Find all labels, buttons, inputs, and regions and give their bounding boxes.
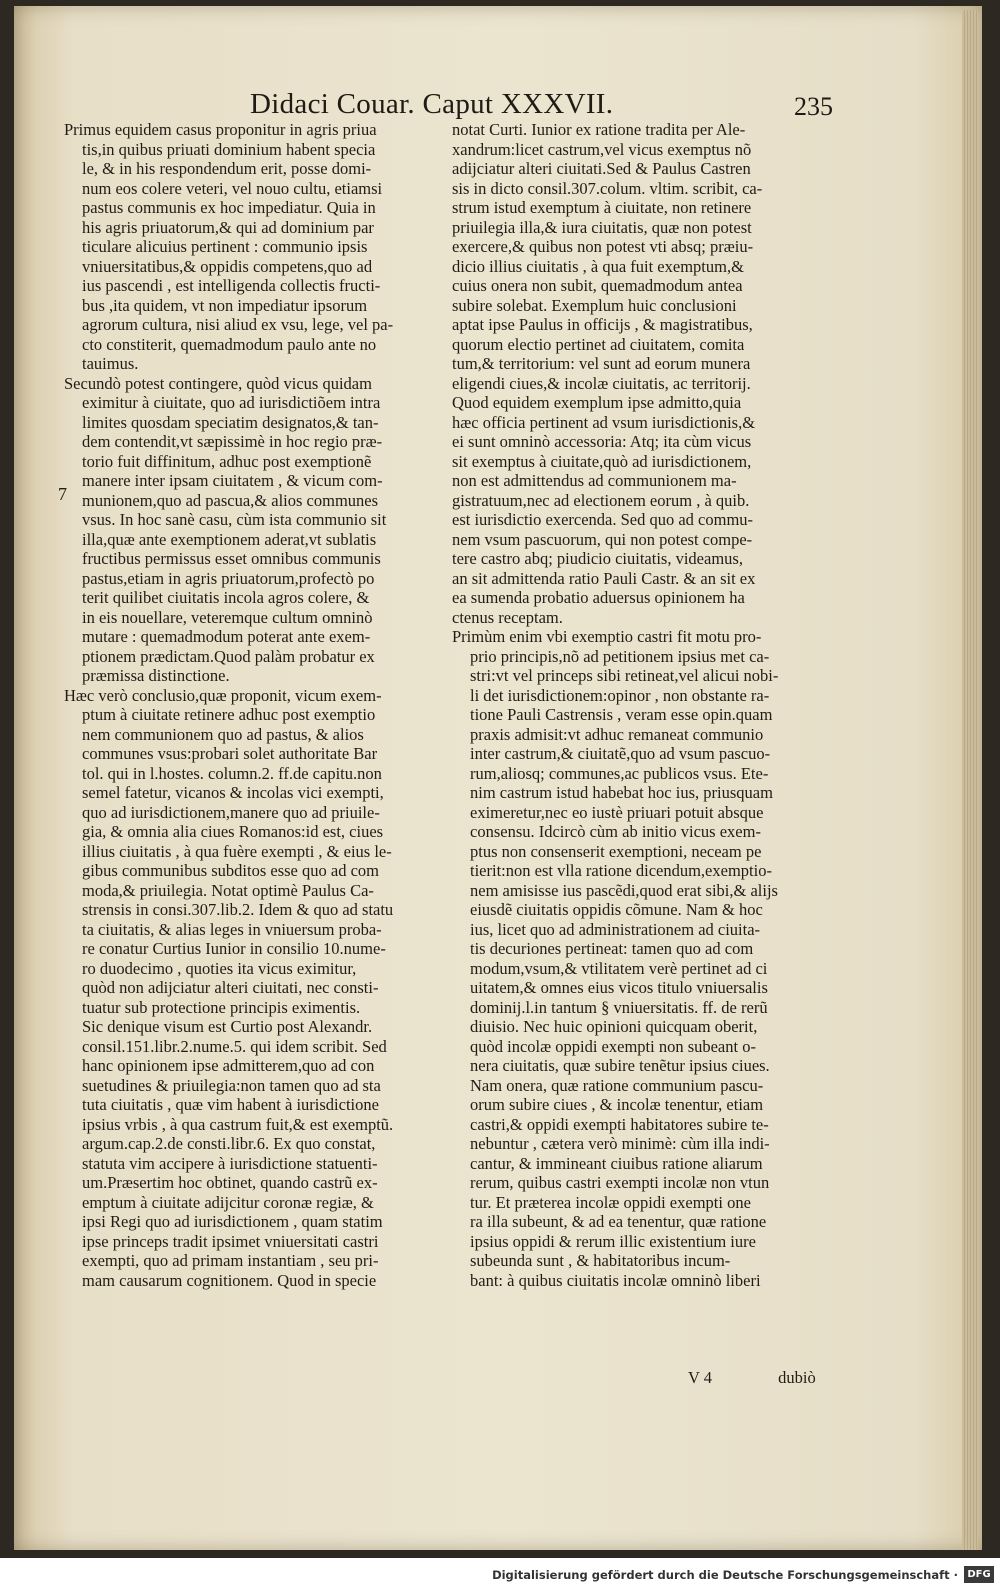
text-line: tuta ciuitatis , quæ vim habent à iurisdictione bbox=[82, 1095, 379, 1114]
text-line: pastus communis ex hoc impediatur. Quia in bbox=[82, 198, 376, 217]
text-line: adijciatur alteri ciuitati.Sed & Paulus Castren bbox=[452, 159, 751, 178]
text-line: dominij.l.in tantum § vniuersitatis. ff. de rerũ bbox=[470, 997, 768, 1017]
text-line: uitatem,& omnes eius vicos titulo vniuersalis bbox=[470, 978, 768, 997]
text-line: priuilegia illa,& iura ciuitatis, quæ non potest bbox=[452, 217, 752, 237]
text-line: ius pascendi , est intelligenda collectis fructi- bbox=[82, 276, 381, 295]
text-line: bus ,ita quidem, vt non impediatur ipsorum bbox=[82, 295, 368, 315]
text-line: li det iurisdictionem:opinor , non obstante ra- bbox=[470, 685, 770, 705]
text-line: Quod equidem exemplum ipse admitto,quia bbox=[452, 393, 742, 412]
text-line: re conatur Curtius Iunior in consilio 10.nume- bbox=[82, 939, 386, 958]
text-line: tere castro abq; piudicio ciuitatis, videamus, bbox=[452, 549, 743, 568]
text-line: tol. qui in l.hostes. column.2. ff.de capitu.non bbox=[82, 763, 382, 783]
text-line: ptus non consenserit exemptioni, neceam pe bbox=[470, 841, 762, 861]
text-line: Secundò potest contingere, quòd vicus quidam bbox=[64, 373, 372, 393]
text-line: ea sumenda probatio aduersus opinionem ha bbox=[452, 588, 745, 607]
text-line: in eis nouellare, veteremque cultum omninò bbox=[82, 607, 373, 627]
text-line: Sic denique visum est Curtio post Alexandr. bbox=[82, 1017, 373, 1036]
text-line: Primus equidem casus proponitur in agris priua bbox=[64, 120, 377, 139]
text-line: aptat ipse Paulus in officijs , & magistratibus, bbox=[452, 315, 753, 334]
text-line: his agris priuatorum,& qui ad dominium par bbox=[82, 217, 374, 237]
text-line: Nam onera, quæ ratione communium pascu- bbox=[470, 1075, 764, 1095]
text-line: quorum electio pertinet ad ciuitatem, comita bbox=[452, 334, 745, 354]
text-line: nim castrum istud habebat hoc ius, priusquam bbox=[470, 783, 773, 802]
text-line: ipsius vrbis , à qua castrum fuit,& est exemptũ. bbox=[82, 1114, 394, 1134]
text-line: terit quilibet ciuitatis incola agros colere, & bbox=[82, 588, 370, 607]
page-number: 235 bbox=[794, 92, 833, 121]
text-line: illius ciuitatis , à qua fuère exempti , & eius le- bbox=[82, 841, 392, 861]
text-line: castri,& oppidi exempti habitatores subire te- bbox=[470, 1114, 769, 1134]
text-line: quòd incolæ oppidi exempti non subeant o- bbox=[470, 1036, 756, 1056]
right-column bbox=[452, 120, 828, 1290]
text-line: emptum à ciuitate adijcitur coronæ regiæ, & bbox=[82, 1192, 374, 1212]
text-line: mutare : quemadmodum poterat ante exem- bbox=[82, 627, 371, 646]
text-line: tur. Et præterea incolæ oppidi exempti one bbox=[470, 1192, 751, 1212]
text-line: strensis in consi.307.lib.2. Idem & quo ad statu bbox=[82, 900, 394, 919]
text-line: sit exemptus à ciuitate,quò ad iurisdictionem, bbox=[452, 451, 752, 471]
page-edge bbox=[962, 10, 978, 1550]
text-line: gibus communibus subditos esse quo ad com bbox=[82, 861, 379, 880]
text-line: subire solebat. Exemplum huic conclusioni bbox=[452, 295, 737, 315]
text-line: cto constiterit, quemadmodum paulo ante no bbox=[82, 334, 377, 354]
text-line: exercere,& quibus non potest vti absq; præiu- bbox=[452, 237, 754, 256]
text-line: vniuersitatibus,& oppidis competens,quo ad bbox=[82, 256, 373, 276]
text-line: ptionem prædictam.Quod palàm probatur ex bbox=[82, 646, 375, 666]
text-line: ro duodecimo , quoties ita vicus eximitur, bbox=[82, 958, 357, 978]
text-line: tuatur sub protectione principis eximentis. bbox=[82, 997, 361, 1017]
text-line: praxis admisit:vt adhuc remaneat communio bbox=[470, 724, 764, 744]
text-line: moda,& priuilegia. Notat optimè Paulus Ca- bbox=[82, 880, 374, 900]
text-line: le, & in his respondendum erit, posse domi- bbox=[82, 159, 372, 178]
text-line: ptum à ciuitate retinere adhuc post exemptio bbox=[82, 705, 376, 724]
text-line: ctenus receptam. bbox=[452, 607, 563, 627]
text-line: ipsi Regi quo ad iurisdictionem , quam statim bbox=[82, 1212, 383, 1231]
text-line: strum istud exemptum à ciuitate, non retinere bbox=[452, 198, 752, 217]
text-line: quo ad iurisdictionem,manere quo ad priuile- bbox=[82, 802, 380, 822]
text-line: dicio illius ciuitatis , à qua fuit exemptum,& bbox=[452, 256, 744, 276]
text-line: diuisio. Nec huic opinioni quicquam oberit, bbox=[470, 1017, 758, 1036]
text-line: hæc officia pertinent ad vsum iurisdictionis,& bbox=[452, 412, 756, 432]
text-line: suetudines & priuilegia:non tamen quo ad sta bbox=[82, 1075, 381, 1095]
text-line: non est admittendus ad communionem ma- bbox=[452, 471, 737, 490]
text-line: illa,quæ ante exemptionem aderat,vt sublatis bbox=[82, 529, 377, 549]
text-line: nera ciuitatis, quæ subire tenẽtur ipsius ciues. bbox=[470, 1056, 770, 1075]
text-line: Primùm enim vbi exemptio castri fit motu pro- bbox=[452, 627, 762, 646]
text-line: hanc opinionem ipse admitterem,quo ad con bbox=[82, 1056, 375, 1075]
text-line: vsus. In hoc sanè casu, cùm ista communio sit bbox=[82, 510, 387, 529]
text-line: xandrum:licet castrum,vel vicus exemptus nõ bbox=[452, 139, 752, 159]
text-line: argum.cap.2.de consti.libr.6. Ex quo constat, bbox=[82, 1134, 376, 1153]
text-line: ticulare alicuius pertinent : communio ipsis bbox=[82, 237, 368, 256]
text-line: torio fuit diffinitum, adhuc post exemptionẽ bbox=[82, 451, 372, 471]
text-line: eiusdẽ ciuitatis oppidis cõmune. Nam & hoc bbox=[470, 900, 763, 919]
text-line: bant: à quibus ciuitatis incolæ omninò liberi bbox=[470, 1270, 761, 1290]
text-line: eximitur à ciuitate, quo ad iurisdictiõem intra bbox=[82, 393, 381, 412]
text-line: nem communionem quo ad pastus, & alios bbox=[82, 724, 364, 744]
text-line: munionem,quo ad pascua,& alios communes bbox=[82, 490, 379, 510]
footer-bar bbox=[0, 1558, 1000, 1592]
text-line: consensu. Idcircò cùm ab initio vicus exem- bbox=[470, 822, 761, 841]
text-line: quòd non adijciatur alteri ciuitati, nec consti- bbox=[82, 978, 379, 997]
text-line: nem amisisse ius pascẽdi,quod erat sibi,& alijs bbox=[470, 880, 778, 900]
text-line: modum,vsum,& vtilitatem verè pertinet ad ci bbox=[470, 958, 768, 978]
text-line: inter castrum,& ciuitatẽ,quo ad vsum pascuo- bbox=[470, 744, 771, 763]
text-line: notat Curti. Iunior ex ratione tradita per Ale- bbox=[452, 120, 746, 139]
dfg-logo: DFG bbox=[964, 1566, 994, 1583]
text-line: manere inter ipsam ciuitatem , & vicum com- bbox=[82, 471, 383, 490]
text-line: stri:vt vel princeps sibi retineat,vel alicui nobi- bbox=[470, 666, 779, 685]
text-line: communes vsus:probari solet authoritate Bar bbox=[82, 744, 378, 763]
text-line: gia, & omnia alia ciues Romanos:id est, ciues bbox=[82, 822, 384, 841]
text-line: sis in dicto consil.307.colum. vltim. scribit, ca- bbox=[452, 178, 763, 198]
text-line: ipsius oppidi & rerum illic existentium iure bbox=[470, 1231, 756, 1251]
catchword: dubiò bbox=[778, 1368, 816, 1387]
text-line: statuta vim accipere à iurisdictione statuenti- bbox=[82, 1153, 378, 1173]
text-line: orum subire ciues , & incolæ tenentur, etiam bbox=[470, 1095, 764, 1114]
text-line: cantur, & immineant ciuibus ratione aliarum bbox=[470, 1153, 763, 1173]
text-line: tione Pauli Castrensis , veram esse opin.quam bbox=[470, 705, 773, 724]
text-line: pastus,etiam in agris priuatorum,profectò po bbox=[82, 568, 375, 588]
text-line: ra illa subeunt, & ad ea tenentur, quæ ratione bbox=[470, 1212, 767, 1231]
text-line: tauimus. bbox=[82, 354, 139, 373]
text-line: dem contendit,vt sæpissimè in hoc regio præ- bbox=[82, 432, 383, 451]
signature-mark: V 4 bbox=[688, 1368, 712, 1387]
text-line: tis decuriones pertineat: tamen quo ad com bbox=[470, 939, 754, 958]
left-column bbox=[64, 120, 436, 1290]
text-line: num eos colere veteri, vel nouo cultu, etiamsi bbox=[82, 178, 383, 198]
text-line: rerum, quibus castri exempti incolæ non vtun bbox=[470, 1173, 770, 1192]
text-line: limites quosdam speciatim designatos,& tan- bbox=[82, 412, 379, 432]
text-line: tis,in quibus priuati dominium habent specia bbox=[82, 139, 376, 159]
signature-line bbox=[688, 1368, 816, 1388]
text-line: gistratuum,nec ad electionem eorum , à quib. bbox=[452, 490, 750, 510]
running-head: Didaci Couar. Caput XXXVII. bbox=[250, 88, 614, 120]
text-line: exempti, quo ad primam instantiam , seu pri- bbox=[82, 1251, 379, 1270]
text-line: eligendi ciues,& incolæ ciuitatis, ac territorij. bbox=[452, 373, 751, 393]
text-line: nebuntur , cætera verò minimè: cùm illa indi- bbox=[470, 1134, 770, 1153]
text-line: ipse princeps tradit ipsimet vniuersitati castri bbox=[82, 1231, 379, 1251]
text-line: prio principis,nõ ad petitionem ipsius met ca- bbox=[470, 646, 770, 666]
text-line: cuius onera non subit, quemadmodum antea bbox=[452, 276, 743, 295]
text-line: mam causarum cognitionem. Quod in specie bbox=[82, 1270, 377, 1290]
text-line: fructibus permissus esset omnibus communis bbox=[82, 549, 381, 568]
text-line: Hæc verò conclusio,quæ proponit, vicum exem- bbox=[64, 685, 382, 705]
text-line: agrorum cultura, nisi aliud ex vsu, lege, vel pa- bbox=[82, 315, 394, 334]
text-line: ius, licet quo ad administrationem ad ciuita- bbox=[470, 919, 761, 939]
margin-number: 7 bbox=[58, 484, 67, 504]
text-line: an sit admittenda ratio Pauli Castr. & an sit ex bbox=[452, 568, 756, 588]
text-line: um.Præsertim hoc obtinet, quando castrũ ex- bbox=[82, 1173, 378, 1192]
text-line: eximeretur,nec eo iustè priuari potuit absque bbox=[470, 802, 764, 822]
text-line: semel fatetur, vicanos & incolas vici exempti, bbox=[82, 783, 384, 802]
footer-credit: Digitalisierung gefördert durch die Deutsche Forschungsgemeinschaft · bbox=[492, 1568, 958, 1582]
text-line: consil.151.libr.2.nume.5. qui idem scribit. Sed bbox=[82, 1036, 387, 1056]
text-line: ei sunt omninò accessoria: Atq; ita cùm vicus bbox=[452, 432, 752, 451]
text-line: est iurisdictio exercenda. Sed quo ad commu- bbox=[452, 510, 754, 529]
text-line: tum,& territorium: vel sunt ad eorum munera bbox=[452, 354, 751, 373]
text-line: rum,aliosq; communes,ac publicos vsus. Ete- bbox=[470, 763, 769, 783]
text-line: ta ciuitatis, & alias leges in vniuersum proba- bbox=[82, 919, 382, 939]
text-line: præmissa distinctione. bbox=[82, 666, 230, 685]
text-line: tierit:non est vlla ratione dicendum,exemptio- bbox=[470, 861, 772, 880]
text-line: nem vsum pascuorum, qui non potest compe- bbox=[452, 529, 753, 549]
text-line: subeunda sunt , & habitatoribus incum- bbox=[470, 1251, 731, 1270]
